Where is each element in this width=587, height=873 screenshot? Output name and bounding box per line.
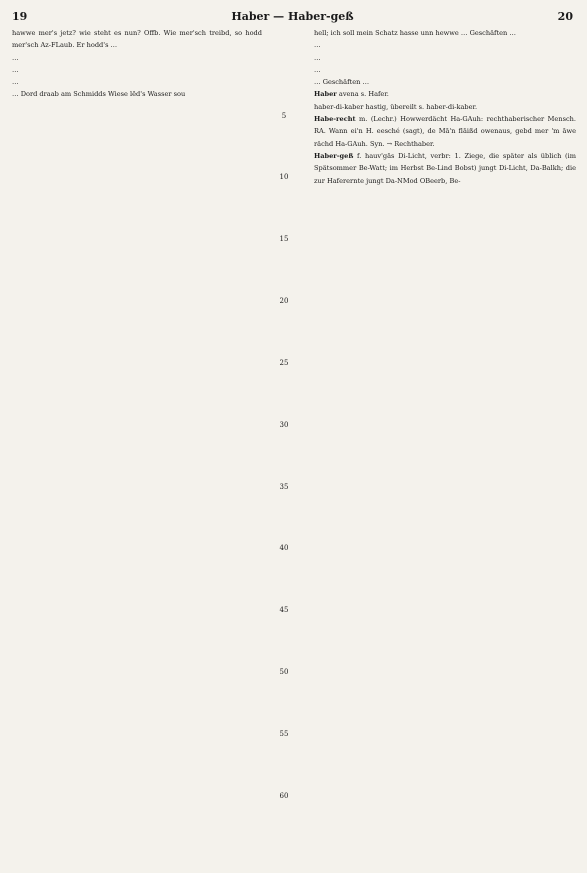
- dictionary-entry-haber: [314, 88, 576, 100]
- left-paragraph-0: hawwe mer's jetz? wie steht es nun? Offb. Wie mer'sch treibd, so hodd mer'sch Az-FLaub. Er hodd's …: [12, 29, 262, 50]
- line-number: 30: [279, 421, 289, 429]
- right-column: [314, 27, 576, 865]
- line-number: 25: [279, 359, 289, 367]
- line-number: 40: [279, 544, 289, 552]
- line-number-gutter: [270, 27, 298, 865]
- page-title: Haber — Haber-geß: [231, 9, 354, 23]
- dictionary-entry-habe-recht: [314, 113, 576, 150]
- left-paragraph-1: …: [12, 53, 19, 62]
- left-column: [12, 27, 262, 865]
- line-number: 60: [279, 792, 289, 800]
- line-number: 50: [279, 668, 289, 676]
- dictionary-entry-haber-gess: [314, 150, 576, 187]
- left-paragraph-4: … Dord draab am Schmidds Wiese lēd's Wasser sou: [12, 90, 186, 99]
- line-number: 15: [279, 235, 289, 243]
- right-paragraph-0: hell; ich soll mein Schatz hasse unn hewwe … Geschäften …: [314, 29, 516, 37]
- right-paragraph-3: …: [314, 65, 321, 74]
- entry-text: avena s. Hafer.: [338, 90, 389, 99]
- page-header: [12, 8, 573, 24]
- entry-text: f. hauv'gās Di-Licht, verbr: 1. Ziege, die später als üblich (im Spätsommer Be-Watt; im Herbst Be-Lind Bobst) jungt Di-Licht, Da-Balkh; die zur Haferernte jungt Da-NMod OBeerb, Be-: [314, 151, 576, 185]
- left-paragraph-3: …: [12, 78, 19, 87]
- entry-text: haber-di-kaber hastig, übereilt s. haber-di-kaber.: [314, 102, 478, 111]
- entry-headword: Haber-geß: [314, 151, 354, 160]
- line-number: 55: [279, 730, 289, 738]
- right-paragraph-4: … Geschäften …: [314, 78, 370, 87]
- entry-headword: Haber: [314, 90, 337, 99]
- line-number: 10: [279, 173, 289, 181]
- line-number: 5: [281, 112, 287, 120]
- right-paragraph-2: …: [314, 53, 321, 62]
- left-paragraph-2: …: [12, 65, 19, 74]
- left-page-number: 19: [12, 9, 28, 23]
- line-number: 35: [279, 483, 289, 491]
- line-number: 20: [279, 297, 289, 305]
- line-number: 45: [279, 606, 289, 614]
- dictionary-entry-haber-di-kaber: [314, 101, 576, 113]
- right-paragraph-1: …: [314, 41, 321, 50]
- entry-text: m. (Lechr.) Howwerdächt Ha-GAuh: rechthaberischer Mensch. RA. Wann ei'n H. eesché (sagt), de Mā'n flāißd owenaus, gebd mer 'm āwe rächd Ha-GAuh. Syn. → Rechthaber.: [314, 115, 576, 148]
- entry-headword: Habe-recht: [314, 115, 356, 124]
- right-page-number: 20: [557, 9, 573, 23]
